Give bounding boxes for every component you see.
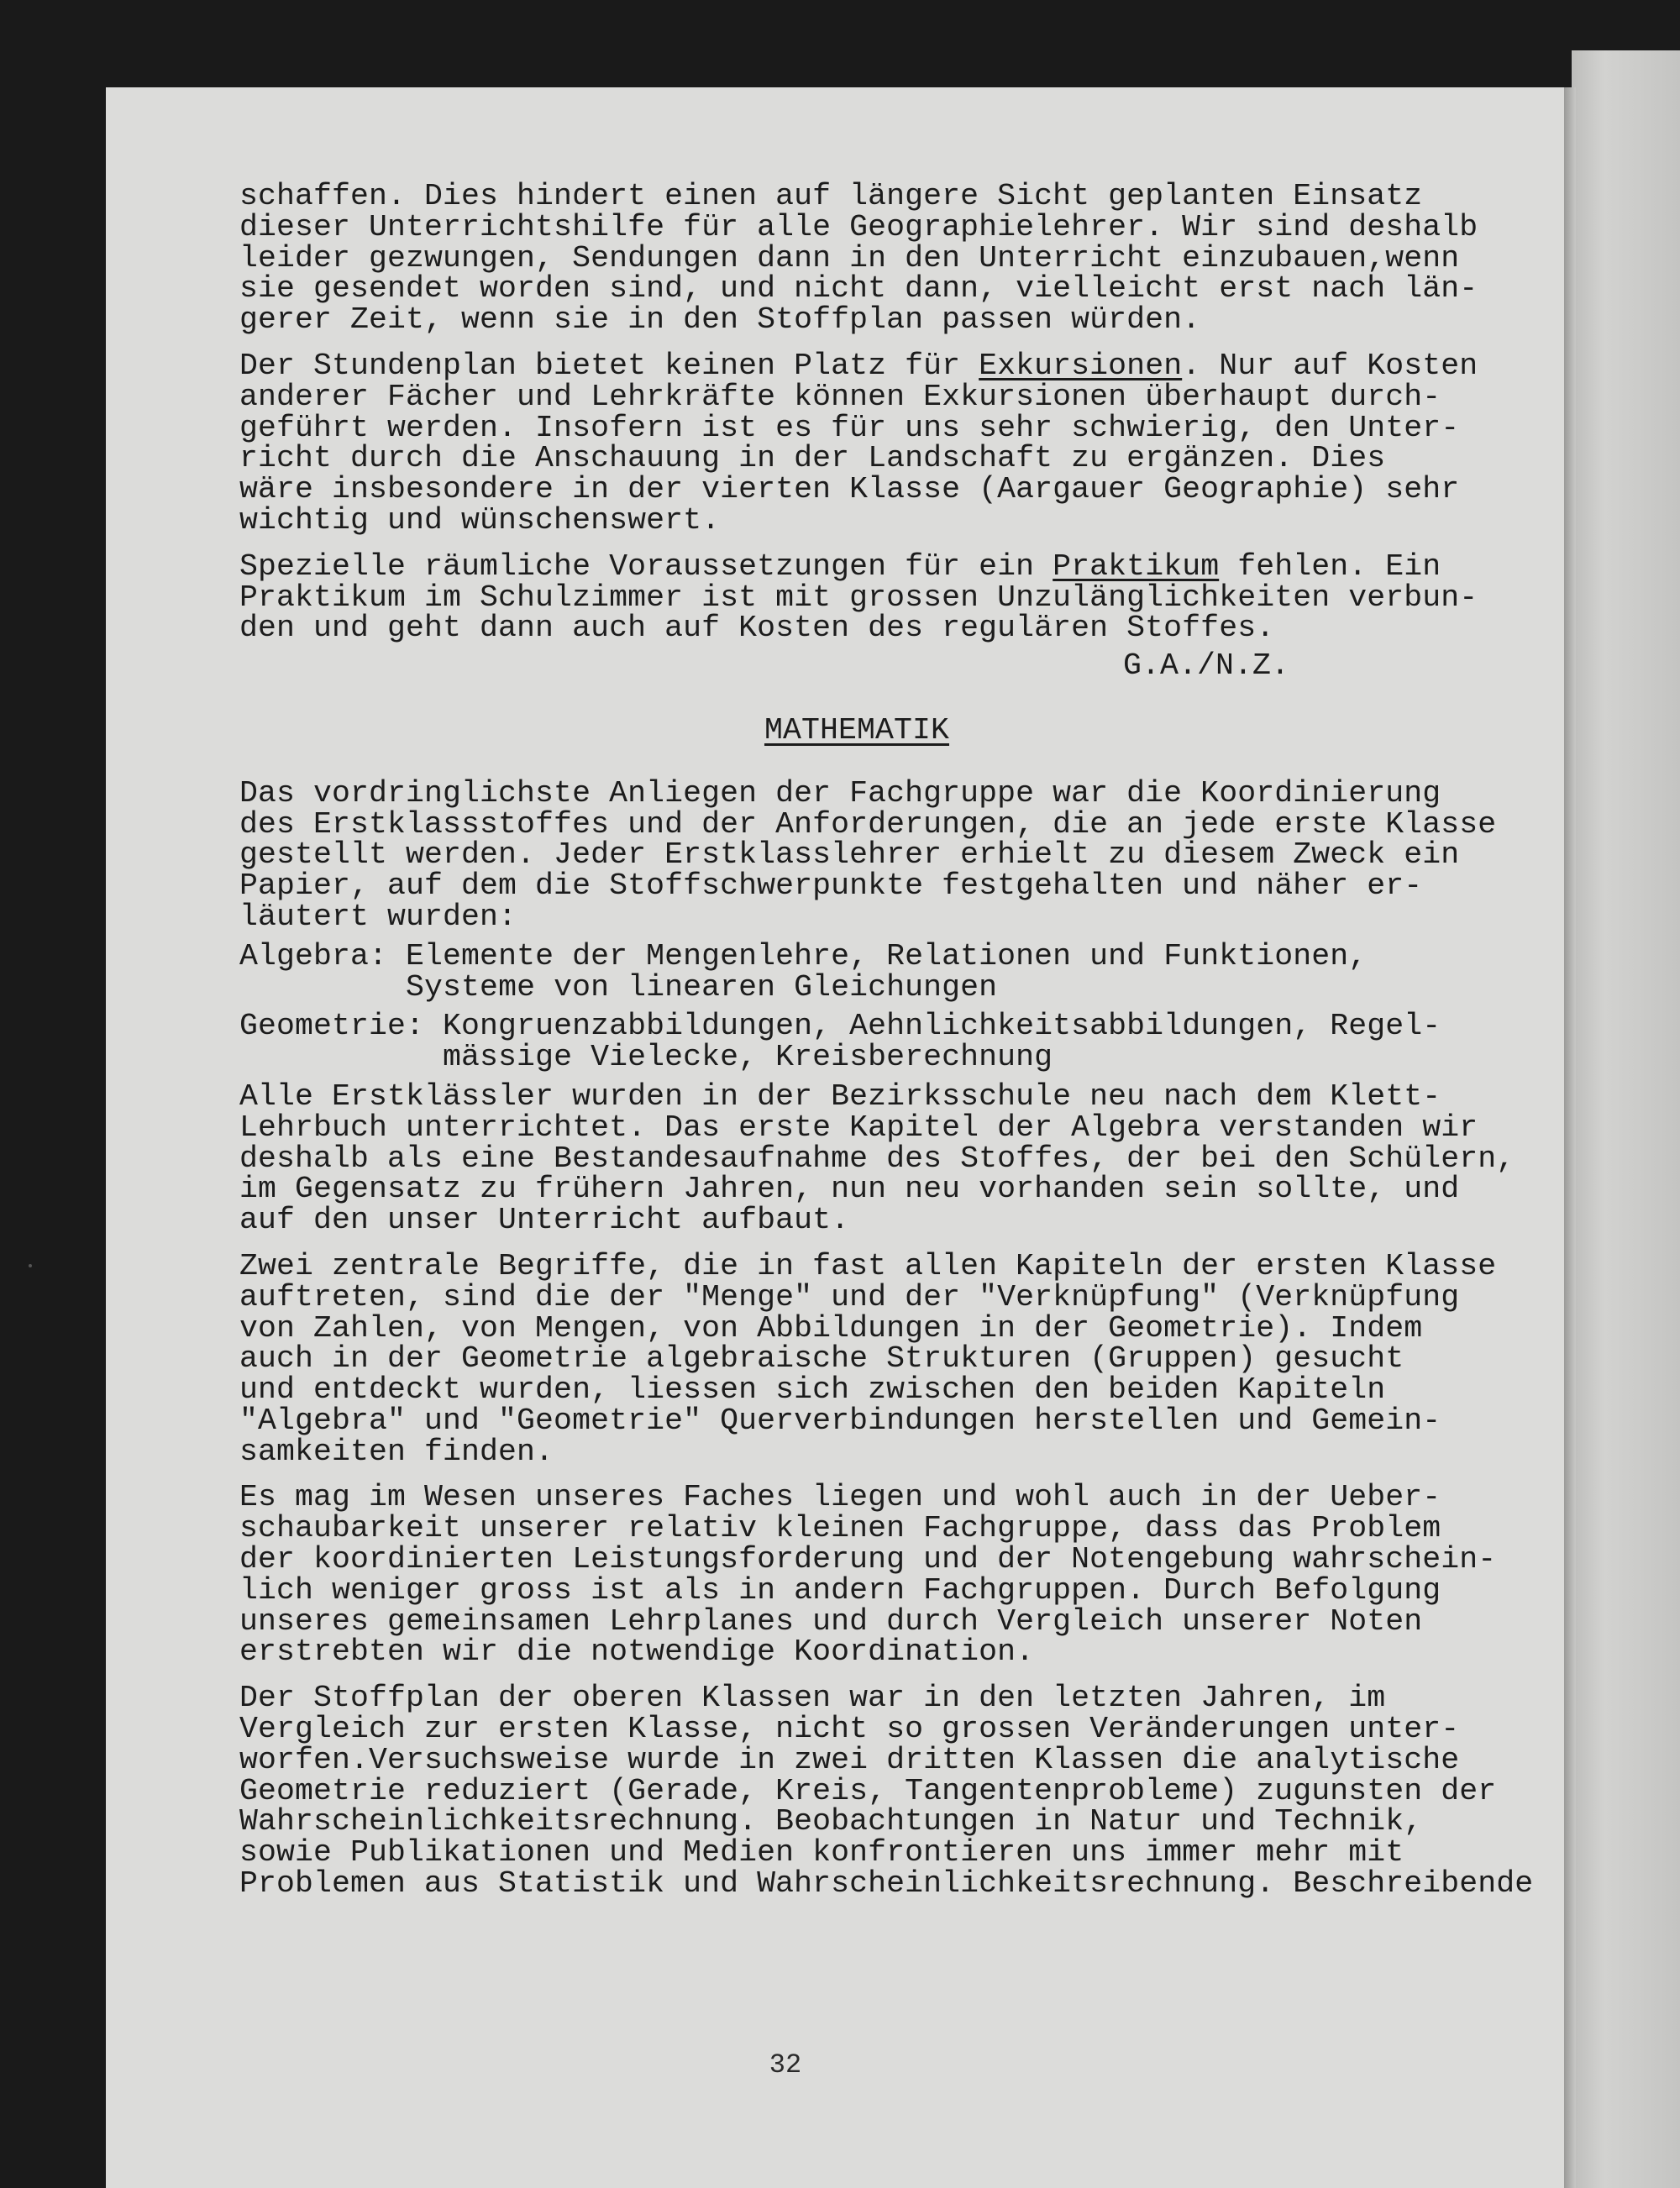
text-line: Problemen aus Statistik und Wahrscheinlichkeitsrechnung. Beschreibende [239,1866,1534,1902]
text-line: "Algebra" und "Geometrie" Querverbindungen herstellen und Gemein- [239,1403,1441,1438]
paragraph-1 [239,181,1541,336]
page-number: 32 [769,2049,802,2080]
page-text [239,181,1541,1900]
text-run: Spezielle räumliche Voraussetzungen für ein [239,548,1053,584]
scan-speck [29,1264,32,1267]
text-line: auftreten, sind die der "Menge" und der "Verknüpfung" (Verknüpfung [239,1279,1460,1314]
paragraph-2 [239,348,1541,538]
text-line: lich weniger gross ist als in andern Fachgruppen. Durch Befolgung [239,1572,1441,1608]
definition-geometrie [239,1011,1541,1073]
text-line: des Erstklassstoffes und der Anforderungen, die an jede erste Klasse [239,806,1497,842]
text-line: deshalb als eine Bestandesaufnahme des Stoffes, der bei den Schülern, [239,1141,1515,1176]
underlined-term-exkursionen: Exkursionen [979,348,1183,383]
text-line: schaffen. Dies hindert einen auf längere Sicht geplanten Einsatz [239,179,1423,213]
text-line: auch in der Geometrie algebraische Strukturen (Gruppen) gesucht [239,1341,1404,1377]
text-line: gestellt werden. Jeder Erstklasslehrer erhielt zu diesem Zweck ein [239,837,1460,873]
text-line: sowie Publikationen und Medien konfrontieren uns immer mehr mit [239,1835,1404,1871]
text-line: den und geht dann auch auf Kosten des regulären Stoffes. [239,611,1275,646]
text-line: Lehrbuch unterrichtet. Das erste Kapitel der Algebra verstanden wir [239,1110,1478,1145]
text-line: leider gezwungen, Sendungen dann in den Unterricht einzubauen,wenn [239,240,1460,275]
paragraph-7 [239,1482,1541,1668]
text-line: von Zahlen, von Mengen, von Abbildungen in der Geometrie). Indem [239,1310,1423,1346]
text-line: sie gesendet worden sind, und nicht dann, vielleicht erst nach län- [239,271,1478,307]
text-line: geführt werden. Insofern ist es für uns sehr schwierig, den Unter- [239,410,1460,445]
definition-line: Systeme von linearen Gleichungen [406,969,998,1005]
book-spine [1572,50,1680,2188]
text-run: Der Stundenplan bietet keinen Platz für [239,348,979,383]
definition-term: Geometrie: [239,1009,444,1044]
text-line: und entdeckt wurden, liessen sich zwischen den beiden Kapiteln [239,1372,1386,1408]
text-line: worfen.Versuchsweise wurde in zwei dritten Klassen die analytische [239,1742,1460,1777]
text-line [239,548,1541,584]
definition-algebra [239,938,1541,1005]
text-line: erstrebten wir die notwendige Koordination. [239,1634,1035,1670]
section-heading-wrap [239,712,1541,748]
text-line: läutert wurden: [239,899,517,934]
text-line: samkeiten finden. [239,1434,554,1469]
text-line: gerer Zeit, wenn sie in den Stoffplan passen würden. [239,302,1201,338]
paragraph-3 [239,548,1541,646]
text-line: wichtig und wünschenswert. [239,502,721,538]
underlined-term-praktikum: Praktikum [1053,548,1220,584]
author-initials: G.A./N.Z. [1122,648,1289,684]
text-line: Zwei zentrale Begriffe, die in fast allen Kapiteln der ersten Klasse [239,1248,1497,1283]
text-run: . Nur auf Kosten [1182,348,1478,383]
text-line: Praktikum im Schulzimmer ist mit grossen Unzulänglichkeiten verbun- [239,580,1478,615]
paragraph-5 [239,1078,1541,1238]
definition-line: mässige Vielecke, Kreisberechnung [443,1040,1053,1075]
text-line: Vergleich zur ersten Klasse, nicht so grossen Veränderungen unter- [239,1712,1460,1747]
text-line: anderer Fächer und Lehrkräfte können Exkursionen überhaupt durch- [239,379,1441,414]
text-line: Das vordringlichste Anliegen der Fachgruppe war die Koordinierung [239,775,1441,811]
text-line: Wahrscheinlichkeitsrechnung. Beobachtungen in Natur und Technik, [239,1804,1423,1839]
text-line: der koordinierten Leistungsforderung und der Notengebung wahrschein- [239,1542,1497,1577]
text-line: Es mag im Wesen unseres Faches liegen und wohl auch in der Ueber- [239,1480,1441,1515]
definition-line: Kongruenzabbildungen, Aehnlichkeitsabbildungen, Regel- [443,1009,1441,1044]
page-edge-shadow [1564,87,1576,2188]
definition-term: Algebra: [239,938,407,973]
text-line: unseres gemeinsamen Lehrplanes und durch Vergleich unserer Noten [239,1603,1423,1639]
text-line [239,348,1541,383]
text-line: dieser Unterrichtshilfe für alle Geographielehrer. Wir sind deshalb [239,209,1478,244]
text-line: richt durch die Anschauung in der Landschaft zu ergänzen. Dies [239,441,1386,476]
text-line: Der Stoffplan der oberen Klassen war in den letzten Jahren, im [239,1681,1386,1716]
text-line: wäre insbesondere in der vierten Klasse (Aargauer Geographie) sehr [239,472,1460,507]
paragraph-6 [239,1248,1541,1469]
paragraph-4 [239,775,1541,934]
section-heading: MATHEMATIK [764,712,950,748]
text-line: auf den unser Unterricht aufbaut. [239,1203,850,1238]
text-line: im Gegensatz zu frühern Jahren, nun neu vorhanden sein sollte, und [239,1172,1460,1207]
text-line: Geometrie reduziert (Gerade, Kreis, Tangentenprobleme) zugunsten der [239,1773,1497,1808]
paragraph-8 [239,1683,1541,1900]
text-line: schaubarkeit unserer relativ kleinen Fachgruppe, dass das Problem [239,1511,1441,1546]
text-run: fehlen. Ein [1219,548,1441,584]
text-line: Alle Erstklässler wurden in der Bezirksschule neu nach dem Klett- [239,1078,1441,1114]
definition-line: Elemente der Mengenlehre, Relationen und Funktionen, [406,938,1368,973]
text-line: Papier, auf dem die Stoffschwerpunkte festgehalten und näher er- [239,868,1423,904]
